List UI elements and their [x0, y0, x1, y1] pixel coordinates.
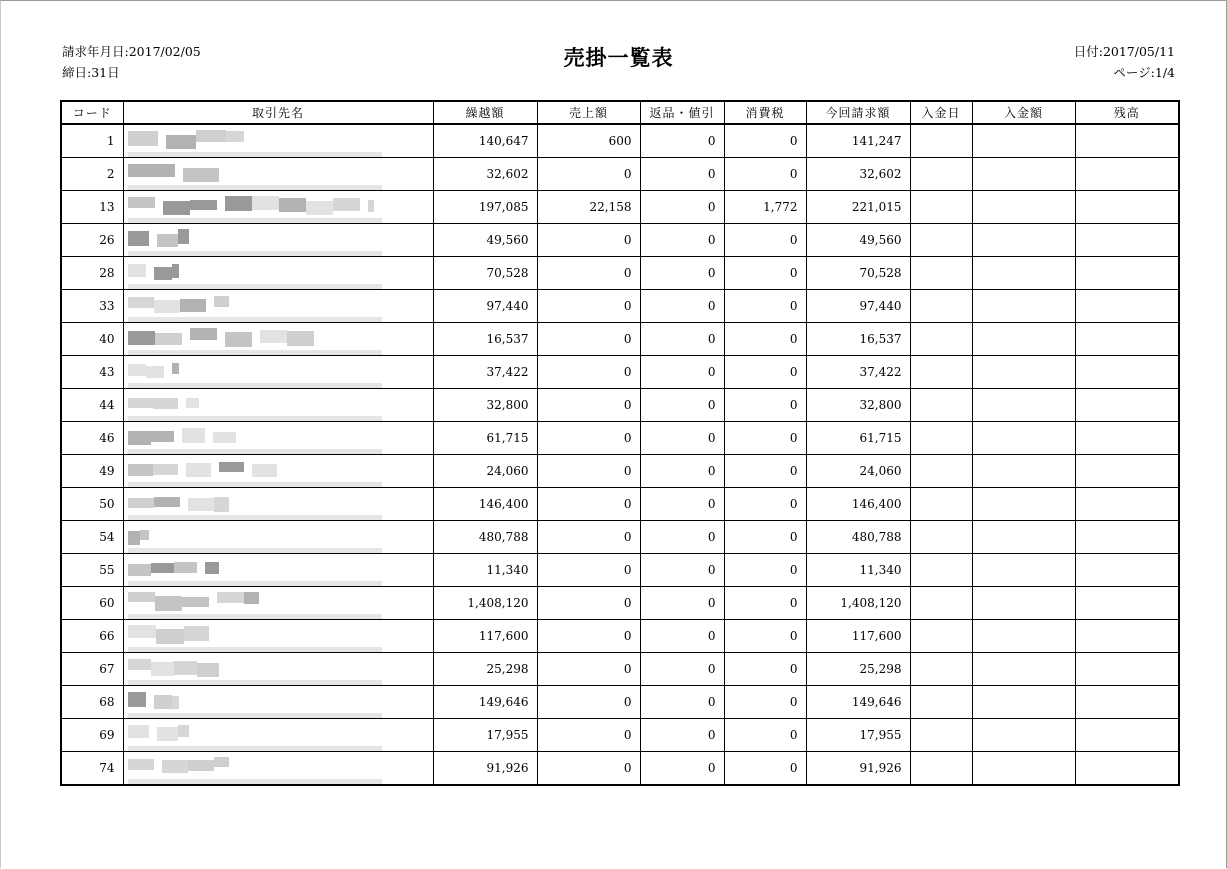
- table-row: [61, 191, 1179, 224]
- code-cell: 44: [61, 389, 123, 422]
- code-cell: 28: [61, 257, 123, 290]
- returns-cell: 0: [640, 620, 724, 653]
- tax-cell: 0: [724, 686, 806, 719]
- client-name-cell: [123, 653, 433, 686]
- sales-cell: 0: [537, 455, 640, 488]
- payment-date-cell: [910, 124, 972, 158]
- carryover-cell: 70,528: [433, 257, 537, 290]
- tax-cell: 0: [724, 158, 806, 191]
- balance-cell: [1075, 752, 1179, 786]
- table-row: [61, 290, 1179, 323]
- payment-amount-cell: [972, 158, 1075, 191]
- returns-cell: 0: [640, 521, 724, 554]
- code-cell: 26: [61, 224, 123, 257]
- client-name-cell: [123, 719, 433, 752]
- sales-cell: 0: [537, 653, 640, 686]
- payment-date-cell: [910, 356, 972, 389]
- balance-cell: [1075, 290, 1179, 323]
- accounts-receivable-table: [60, 100, 1180, 786]
- carryover-cell: 25,298: [433, 653, 537, 686]
- sales-cell: 0: [537, 587, 640, 620]
- table-row: [61, 356, 1179, 389]
- carryover-cell: 117,600: [433, 620, 537, 653]
- payment-amount-cell: [972, 752, 1075, 786]
- tax-cell: 0: [724, 224, 806, 257]
- billed-cell: 11,340: [806, 554, 910, 587]
- carryover-cell: 49,560: [433, 224, 537, 257]
- carryover-cell: 32,800: [433, 389, 537, 422]
- redacted-client-name: [124, 455, 433, 487]
- balance-cell: [1075, 719, 1179, 752]
- redacted-client-name: [124, 290, 433, 322]
- payment-amount-cell: [972, 191, 1075, 224]
- sales-cell: 0: [537, 323, 640, 356]
- payment-amount-cell: [972, 422, 1075, 455]
- col-header-client: 取引先名: [123, 101, 433, 124]
- client-name-cell: [123, 257, 433, 290]
- tax-cell: 0: [724, 290, 806, 323]
- balance-cell: [1075, 356, 1179, 389]
- payment-amount-cell: [972, 455, 1075, 488]
- redacted-client-name: [124, 224, 433, 256]
- sales-cell: 0: [537, 158, 640, 191]
- sales-cell: 0: [537, 752, 640, 786]
- table-row: [61, 620, 1179, 653]
- payment-date-cell: [910, 620, 972, 653]
- tax-cell: 0: [724, 356, 806, 389]
- tax-cell: 0: [724, 554, 806, 587]
- table-header-row: [61, 101, 1179, 124]
- sales-cell: 0: [537, 389, 640, 422]
- balance-cell: [1075, 488, 1179, 521]
- client-name-cell: [123, 686, 433, 719]
- client-name-cell: [123, 521, 433, 554]
- client-name-cell: [123, 356, 433, 389]
- payment-date-cell: [910, 389, 972, 422]
- client-name-cell: [123, 422, 433, 455]
- carryover-cell: 1,408,120: [433, 587, 537, 620]
- payment-date-cell: [910, 653, 972, 686]
- payment-date-cell: [910, 752, 972, 786]
- carryover-cell: 24,060: [433, 455, 537, 488]
- balance-cell: [1075, 191, 1179, 224]
- billed-cell: 1,408,120: [806, 587, 910, 620]
- code-cell: 69: [61, 719, 123, 752]
- billed-cell: 97,440: [806, 290, 910, 323]
- code-cell: 13: [61, 191, 123, 224]
- redacted-client-name: [124, 488, 433, 520]
- payment-amount-cell: [972, 620, 1075, 653]
- code-cell: 40: [61, 323, 123, 356]
- sales-cell: 0: [537, 422, 640, 455]
- client-name-cell: [123, 323, 433, 356]
- client-name-cell: [123, 488, 433, 521]
- table-row: [61, 389, 1179, 422]
- client-name-cell: [123, 389, 433, 422]
- balance-cell: [1075, 323, 1179, 356]
- tax-cell: 0: [724, 124, 806, 158]
- redacted-client-name: [124, 356, 433, 388]
- carryover-cell: 97,440: [433, 290, 537, 323]
- sales-cell: 0: [537, 554, 640, 587]
- payment-amount-cell: [972, 356, 1075, 389]
- billed-cell: 16,537: [806, 323, 910, 356]
- sales-cell: 0: [537, 620, 640, 653]
- code-cell: 54: [61, 521, 123, 554]
- code-cell: 43: [61, 356, 123, 389]
- client-name-cell: [123, 455, 433, 488]
- table-row: [61, 257, 1179, 290]
- payment-date-cell: [910, 455, 972, 488]
- col-header-sales: 売上額: [537, 101, 640, 124]
- carryover-cell: 17,955: [433, 719, 537, 752]
- balance-cell: [1075, 587, 1179, 620]
- table-row: [61, 224, 1179, 257]
- payment-date-cell: [910, 422, 972, 455]
- billed-cell: 70,528: [806, 257, 910, 290]
- returns-cell: 0: [640, 191, 724, 224]
- balance-cell: [1075, 455, 1179, 488]
- col-header-carryover: 繰越額: [433, 101, 537, 124]
- billed-cell: 24,060: [806, 455, 910, 488]
- balance-cell: [1075, 686, 1179, 719]
- carryover-cell: 61,715: [433, 422, 537, 455]
- sales-cell: 0: [537, 719, 640, 752]
- balance-cell: [1075, 124, 1179, 158]
- payment-amount-cell: [972, 653, 1075, 686]
- page-number: ページ:1/4: [1113, 65, 1175, 80]
- table-row: [61, 686, 1179, 719]
- balance-cell: [1075, 653, 1179, 686]
- col-header-returns: 返品・値引: [640, 101, 724, 124]
- billed-cell: 91,926: [806, 752, 910, 786]
- payment-date-cell: [910, 191, 972, 224]
- returns-cell: 0: [640, 488, 724, 521]
- redacted-client-name: [124, 257, 433, 289]
- redacted-client-name: [124, 389, 433, 421]
- code-cell: 1: [61, 124, 123, 158]
- table-row: [61, 124, 1179, 158]
- payment-amount-cell: [972, 521, 1075, 554]
- billed-cell: 141,247: [806, 124, 910, 158]
- billed-cell: 221,015: [806, 191, 910, 224]
- redacted-client-name: [124, 752, 433, 784]
- carryover-cell: 140,647: [433, 124, 537, 158]
- returns-cell: 0: [640, 224, 724, 257]
- billed-cell: 146,400: [806, 488, 910, 521]
- billed-cell: 25,298: [806, 653, 910, 686]
- tax-cell: 1,772: [724, 191, 806, 224]
- redacted-client-name: [124, 125, 433, 157]
- payment-amount-cell: [972, 124, 1075, 158]
- returns-cell: 0: [640, 257, 724, 290]
- client-name-cell: [123, 191, 433, 224]
- billing-date: 請求年月日:2017/02/05: [62, 44, 201, 59]
- carryover-cell: 149,646: [433, 686, 537, 719]
- client-name-cell: [123, 554, 433, 587]
- print-date: 日付:2017/05/11: [1073, 44, 1175, 59]
- redacted-client-name: [124, 587, 433, 619]
- returns-cell: 0: [640, 719, 724, 752]
- table-row: [61, 521, 1179, 554]
- report-title: 売掛一覧表: [563, 45, 674, 70]
- redacted-client-name: [124, 620, 433, 652]
- redacted-client-name: [124, 521, 433, 553]
- table-row: [61, 752, 1179, 786]
- code-cell: 33: [61, 290, 123, 323]
- carryover-cell: 480,788: [433, 521, 537, 554]
- balance-cell: [1075, 422, 1179, 455]
- tax-cell: 0: [724, 422, 806, 455]
- sales-cell: 0: [537, 521, 640, 554]
- balance-cell: [1075, 158, 1179, 191]
- balance-cell: [1075, 521, 1179, 554]
- tax-cell: 0: [724, 323, 806, 356]
- returns-cell: 0: [640, 752, 724, 786]
- redacted-client-name: [124, 653, 433, 685]
- returns-cell: 0: [640, 653, 724, 686]
- client-name-cell: [123, 124, 433, 158]
- client-name-cell: [123, 158, 433, 191]
- billed-cell: 37,422: [806, 356, 910, 389]
- sales-cell: 0: [537, 257, 640, 290]
- sales-cell: 0: [537, 290, 640, 323]
- returns-cell: 0: [640, 686, 724, 719]
- payment-amount-cell: [972, 389, 1075, 422]
- billed-cell: 32,800: [806, 389, 910, 422]
- sales-cell: 0: [537, 356, 640, 389]
- payment-date-cell: [910, 719, 972, 752]
- table-row: [61, 719, 1179, 752]
- balance-cell: [1075, 554, 1179, 587]
- redacted-client-name: [124, 158, 433, 190]
- code-cell: 74: [61, 752, 123, 786]
- returns-cell: 0: [640, 389, 724, 422]
- balance-cell: [1075, 257, 1179, 290]
- tax-cell: 0: [724, 389, 806, 422]
- payment-date-cell: [910, 158, 972, 191]
- code-cell: 2: [61, 158, 123, 191]
- tax-cell: 0: [724, 719, 806, 752]
- tax-cell: 0: [724, 620, 806, 653]
- returns-cell: 0: [640, 554, 724, 587]
- returns-cell: 0: [640, 290, 724, 323]
- table-row: [61, 554, 1179, 587]
- table-row: [61, 587, 1179, 620]
- billed-cell: 32,602: [806, 158, 910, 191]
- tax-cell: 0: [724, 752, 806, 786]
- col-header-payment-amount: 入金額: [972, 101, 1075, 124]
- code-cell: 46: [61, 422, 123, 455]
- balance-cell: [1075, 620, 1179, 653]
- billed-cell: 17,955: [806, 719, 910, 752]
- sales-cell: 0: [537, 224, 640, 257]
- client-name-cell: [123, 587, 433, 620]
- code-cell: 66: [61, 620, 123, 653]
- closing-day: 締日:31日: [62, 65, 120, 80]
- tax-cell: 0: [724, 521, 806, 554]
- payment-amount-cell: [972, 587, 1075, 620]
- returns-cell: 0: [640, 356, 724, 389]
- returns-cell: 0: [640, 124, 724, 158]
- carryover-cell: 32,602: [433, 158, 537, 191]
- payment-amount-cell: [972, 257, 1075, 290]
- payment-amount-cell: [972, 323, 1075, 356]
- payment-amount-cell: [972, 554, 1075, 587]
- tax-cell: 0: [724, 488, 806, 521]
- balance-cell: [1075, 389, 1179, 422]
- balance-cell: [1075, 224, 1179, 257]
- tax-cell: 0: [724, 653, 806, 686]
- payment-amount-cell: [972, 488, 1075, 521]
- payment-amount-cell: [972, 224, 1075, 257]
- sales-cell: 22,158: [537, 191, 640, 224]
- sales-cell: 0: [537, 686, 640, 719]
- payment-date-cell: [910, 521, 972, 554]
- col-header-balance: 残高: [1075, 101, 1179, 124]
- carryover-cell: 16,537: [433, 323, 537, 356]
- client-name-cell: [123, 620, 433, 653]
- payment-date-cell: [910, 224, 972, 257]
- redacted-client-name: [124, 323, 433, 355]
- code-cell: 67: [61, 653, 123, 686]
- table-row: [61, 488, 1179, 521]
- billed-cell: 149,646: [806, 686, 910, 719]
- code-cell: 49: [61, 455, 123, 488]
- col-header-billed: 今回請求額: [806, 101, 910, 124]
- client-name-cell: [123, 752, 433, 786]
- table-row: [61, 422, 1179, 455]
- payment-date-cell: [910, 290, 972, 323]
- carryover-cell: 146,400: [433, 488, 537, 521]
- tax-cell: 0: [724, 455, 806, 488]
- redacted-client-name: [124, 554, 433, 586]
- redacted-client-name: [124, 191, 433, 223]
- table-row: [61, 455, 1179, 488]
- payment-date-cell: [910, 257, 972, 290]
- tax-cell: 0: [724, 587, 806, 620]
- col-header-code: コード: [61, 101, 123, 124]
- payment-amount-cell: [972, 686, 1075, 719]
- payment-amount-cell: [972, 290, 1075, 323]
- payment-date-cell: [910, 323, 972, 356]
- returns-cell: 0: [640, 455, 724, 488]
- carryover-cell: 37,422: [433, 356, 537, 389]
- table-row: [61, 158, 1179, 191]
- col-header-payment-date: 入金日: [910, 101, 972, 124]
- carryover-cell: 11,340: [433, 554, 537, 587]
- tax-cell: 0: [724, 257, 806, 290]
- redacted-client-name: [124, 422, 433, 454]
- returns-cell: 0: [640, 158, 724, 191]
- payment-date-cell: [910, 488, 972, 521]
- payment-amount-cell: [972, 719, 1075, 752]
- table-row: [61, 323, 1179, 356]
- client-name-cell: [123, 224, 433, 257]
- payment-date-cell: [910, 686, 972, 719]
- client-name-cell: [123, 290, 433, 323]
- redacted-client-name: [124, 686, 433, 718]
- sales-cell: 0: [537, 488, 640, 521]
- carryover-cell: 197,085: [433, 191, 537, 224]
- col-header-tax: 消費税: [724, 101, 806, 124]
- code-cell: 55: [61, 554, 123, 587]
- carryover-cell: 91,926: [433, 752, 537, 786]
- billed-cell: 480,788: [806, 521, 910, 554]
- code-cell: 50: [61, 488, 123, 521]
- payment-date-cell: [910, 554, 972, 587]
- billed-cell: 117,600: [806, 620, 910, 653]
- billed-cell: 61,715: [806, 422, 910, 455]
- returns-cell: 0: [640, 422, 724, 455]
- code-cell: 60: [61, 587, 123, 620]
- billed-cell: 49,560: [806, 224, 910, 257]
- sales-cell: 600: [537, 124, 640, 158]
- returns-cell: 0: [640, 587, 724, 620]
- code-cell: 68: [61, 686, 123, 719]
- table-row: [61, 653, 1179, 686]
- redacted-client-name: [124, 719, 433, 751]
- report-header-right: [1074, 41, 1175, 83]
- payment-date-cell: [910, 587, 972, 620]
- returns-cell: 0: [640, 323, 724, 356]
